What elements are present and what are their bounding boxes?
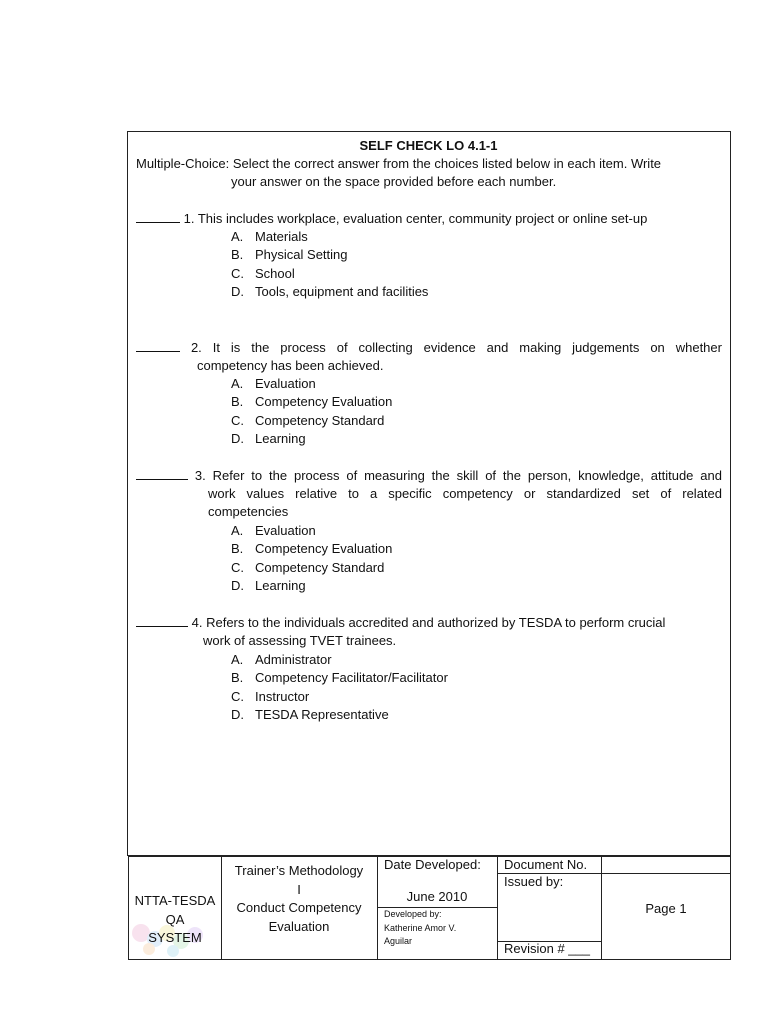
question-4-choices xyxy=(231,651,448,725)
question-4 xyxy=(136,614,665,632)
developed-by-name: Aguilar xyxy=(384,936,413,946)
instructions-line-1: Multiple-Choice: Select the correct answer from the choices listed below in each item. Write xyxy=(136,156,662,171)
choice-text: Competency Standard xyxy=(255,412,385,428)
choice-letter: D. xyxy=(231,707,244,723)
date-developed-label: Date Developed: xyxy=(384,857,481,872)
choice-letter: A. xyxy=(231,523,244,538)
choice-text: Competency Facilitator/Facilitator xyxy=(255,670,448,686)
question-3-text-end: competencies xyxy=(208,504,289,519)
choice-letter: A. xyxy=(231,229,244,244)
choice-item xyxy=(231,540,392,558)
choice-item xyxy=(231,430,392,448)
footer-course-line: Conduct Competency xyxy=(236,900,362,915)
answer-blank-1[interactable] xyxy=(136,210,180,223)
choice-item xyxy=(231,375,392,393)
question-4-text: Refers to the individuals accredited and authorized by TESDA to perform crucial xyxy=(206,615,666,630)
choice-item xyxy=(231,522,392,540)
question-2-choices xyxy=(231,375,392,449)
choice-text: Instructor xyxy=(255,688,310,704)
choice-letter: D. xyxy=(231,431,244,447)
footer-course-title xyxy=(221,862,377,936)
choice-text: School xyxy=(255,265,295,281)
choice-letter: C. xyxy=(231,688,244,704)
choice-text: Evaluation xyxy=(255,523,316,538)
answer-blank-3[interactable] xyxy=(136,467,188,480)
developed-by xyxy=(384,908,456,949)
footer-org xyxy=(129,892,221,948)
question-3 xyxy=(136,467,722,485)
choice-text: Learning xyxy=(255,431,306,447)
choice-text: Competency Evaluation xyxy=(255,541,393,557)
document-footer-table xyxy=(128,856,731,960)
question-4-text-continued: work of assessing TVET trainees. xyxy=(203,633,397,648)
question-2-text: It is the process of collecting evidence and making judgements on whether xyxy=(212,340,722,355)
question-4-number: 4. xyxy=(191,615,203,630)
choice-item xyxy=(231,228,428,246)
answer-blank-2[interactable] xyxy=(136,339,180,352)
choice-item xyxy=(231,651,448,669)
choice-item xyxy=(231,706,448,724)
page-number: Page 1 xyxy=(645,901,687,916)
question-2-number: 2. xyxy=(190,340,202,355)
question-3-choices xyxy=(231,522,392,596)
question-1 xyxy=(136,210,647,228)
choice-item xyxy=(231,559,392,577)
choice-letter: D. xyxy=(231,578,244,594)
choice-text: Competency Evaluation xyxy=(255,394,393,410)
footer-org-line: NTTA-TESDA xyxy=(134,893,216,908)
question-1-number: 1. xyxy=(183,211,195,226)
choice-item xyxy=(231,393,392,411)
footer-org-line: QA xyxy=(165,911,185,927)
choice-item xyxy=(231,246,428,264)
question-2 xyxy=(136,339,722,357)
question-3-text-continued: work values relative to a specific competency or standardized set of related xyxy=(208,486,722,501)
question-1-choices xyxy=(231,228,428,302)
footer-course-line: I xyxy=(297,881,301,897)
choice-letter: D. xyxy=(231,284,244,300)
choice-letter: B. xyxy=(231,541,244,557)
choice-letter: C. xyxy=(231,559,244,575)
self-check-sheet xyxy=(127,131,731,856)
footer-course-line: Evaluation xyxy=(268,918,330,934)
choice-letter: A. xyxy=(231,652,244,667)
question-2-text-continued: competency has been achieved. xyxy=(197,358,384,373)
choice-item xyxy=(231,265,428,283)
document-no-label: Document No. xyxy=(504,857,588,872)
choice-item xyxy=(231,669,448,687)
choice-text: Tools, equipment and facilities xyxy=(255,284,429,300)
choice-letter: C. xyxy=(231,412,244,428)
choice-item xyxy=(231,412,392,430)
choice-text: Administrator xyxy=(255,652,332,667)
table-divider xyxy=(377,857,378,959)
choice-text: Learning xyxy=(255,578,306,594)
developed-by-label: Developed by: xyxy=(384,909,442,919)
choice-letter: A. xyxy=(231,376,244,391)
footer-course-line: Trainer’s Methodology xyxy=(234,863,364,878)
answer-blank-4[interactable] xyxy=(136,614,188,627)
footer-org-line: SYSTEM xyxy=(148,930,202,945)
choice-item xyxy=(231,283,428,301)
choice-letter: B. xyxy=(231,670,244,686)
instructions-line-2: your answer on the space provided before each number. xyxy=(231,174,557,189)
page-title: SELF CHECK LO 4.1-1 xyxy=(359,138,498,153)
revision-label: Revision # ___ xyxy=(504,941,590,956)
choice-item xyxy=(231,688,448,706)
question-3-number: 3. xyxy=(194,468,206,483)
choice-letter: C. xyxy=(231,265,244,281)
choice-text: Evaluation xyxy=(255,376,316,391)
choice-text: TESDA Representative xyxy=(255,707,389,723)
question-1-text: This includes workplace, evaluation center, community project or online set-up xyxy=(197,211,648,226)
issued-by-label: Issued by: xyxy=(504,874,564,889)
choice-letter: B. xyxy=(231,394,244,410)
choice-item xyxy=(231,577,392,595)
choice-text: Physical Setting xyxy=(255,247,348,263)
question-3-text: Refer to the process of measuring the skill of the person, knowledge, attitude and xyxy=(212,468,722,483)
choice-text: Competency Standard xyxy=(255,559,385,575)
choice-letter: B. xyxy=(231,247,244,263)
date-developed-value: June 2010 xyxy=(406,889,468,904)
developed-by-name: Katherine Amor V. xyxy=(384,922,457,933)
choice-text: Materials xyxy=(255,229,308,244)
